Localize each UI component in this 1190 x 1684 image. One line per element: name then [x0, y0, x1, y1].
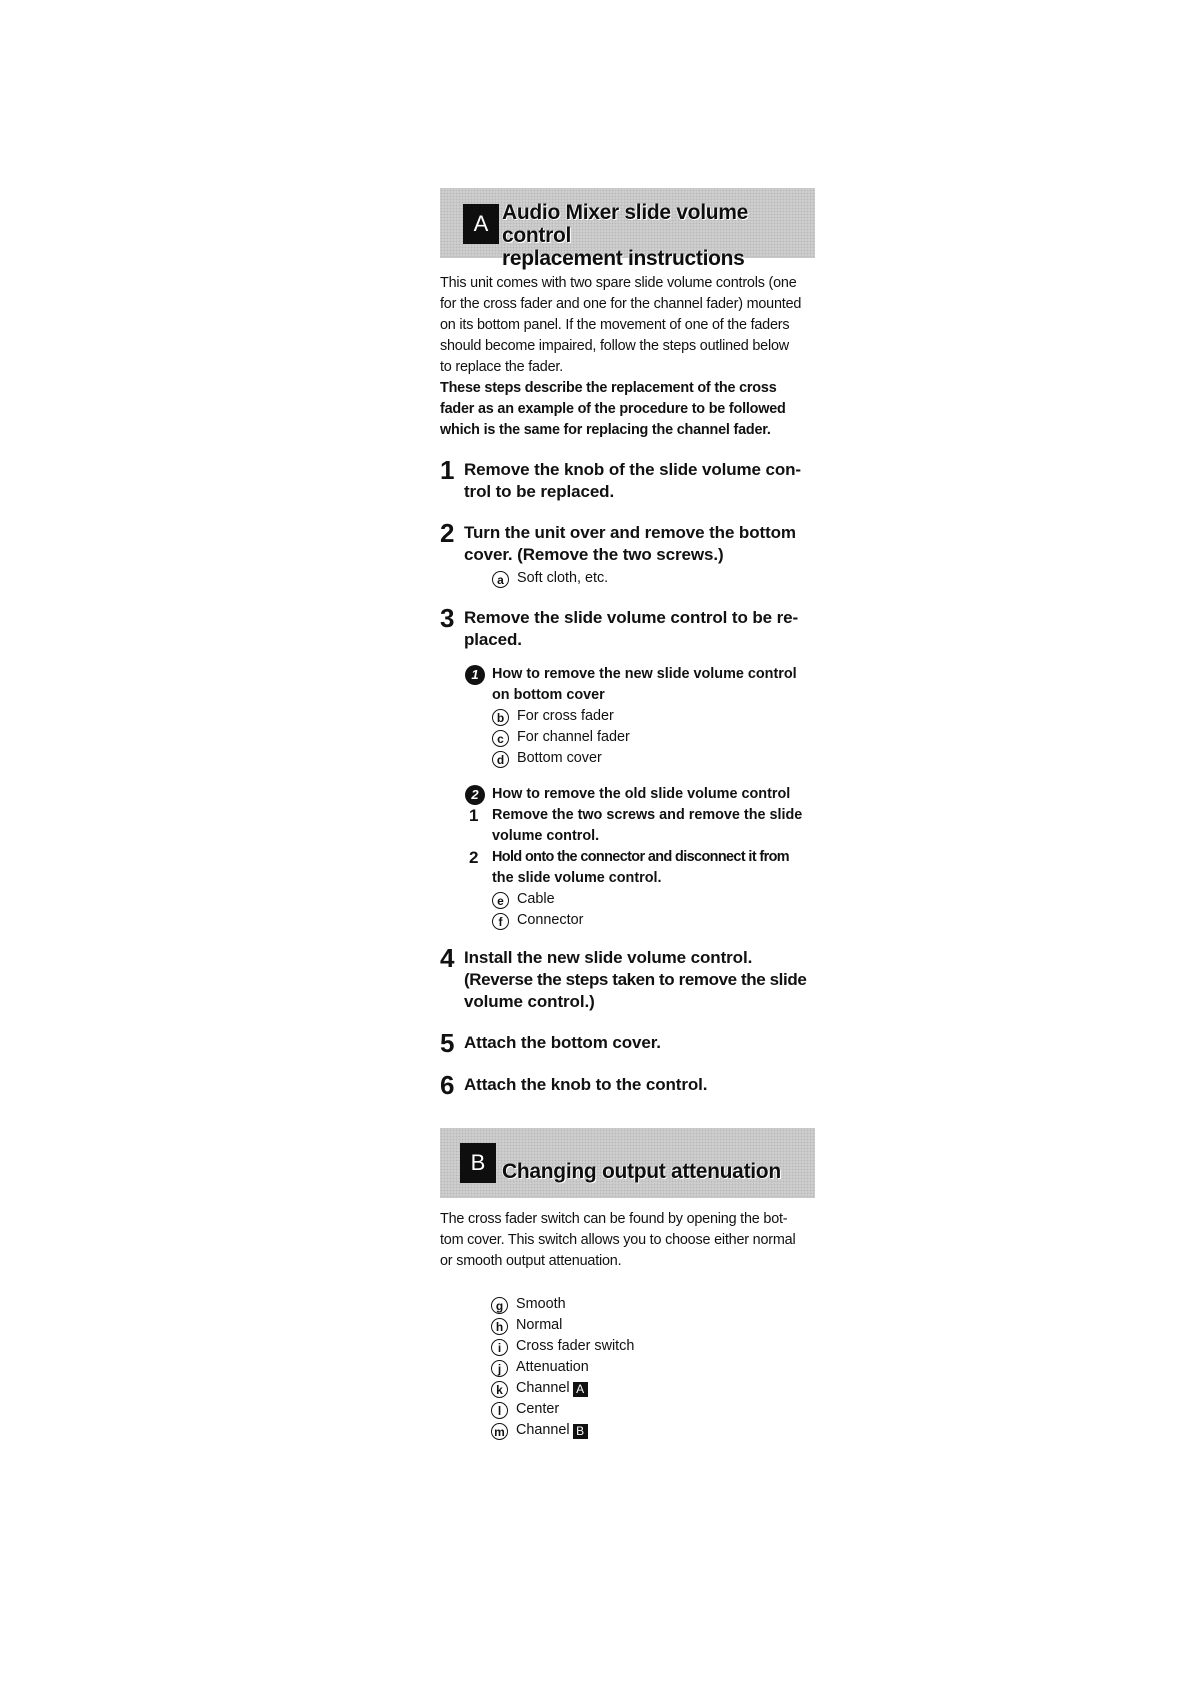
circled-letter-icon: e [492, 892, 509, 909]
section-b-title [502, 1160, 781, 1183]
subsection-title: How to remove the old slide volume control [492, 786, 791, 802]
section-a-badge: A [463, 204, 499, 244]
legend-text: For channel fader [517, 729, 630, 745]
subsection-title-line: How to remove the new slide volume control [492, 666, 797, 682]
circled-letter-icon: d [492, 751, 509, 768]
circled-letter-icon: i [491, 1339, 508, 1356]
intro-line: on its bottom panel. If the movement of one of the faders [440, 317, 790, 333]
legend-item [492, 910, 820, 931]
step-text [464, 607, 816, 651]
legend-text: For cross fader [517, 708, 614, 724]
section-a-header [440, 188, 815, 270]
circled-letter-icon: g [491, 1297, 508, 1314]
step-line: Remove the slide volume control to be re- [464, 608, 799, 627]
legend-item [492, 748, 820, 769]
substep-line: the slide volume control. [492, 870, 662, 886]
intro-line: should become impaired, follow the steps outlined below [440, 338, 789, 354]
step-text [464, 459, 816, 503]
circled-letter-icon: j [491, 1360, 508, 1377]
legend-text: Connector [517, 912, 584, 928]
step-number: 2 [440, 518, 455, 548]
step-text [464, 1074, 816, 1096]
step-number: 3 [440, 603, 455, 633]
intro-line: to replace the fader. [440, 359, 564, 375]
circled-letter-icon: a [492, 571, 509, 588]
channel-box-icon: A [573, 1382, 588, 1397]
subsection-2 [465, 784, 820, 931]
legend-item [492, 889, 820, 910]
intro-line: This unit comes with two spare slide volume controls (one [440, 275, 797, 291]
section-b-badge: B [460, 1143, 496, 1183]
legend-text: Normal [516, 1317, 563, 1333]
step-line: Attach the bottom cover. [464, 1033, 661, 1052]
legend-text: Cross fader switch [516, 1338, 635, 1354]
step-number: 4 [440, 943, 455, 973]
substep-line: Hold onto the connector and disconnect it from [492, 849, 789, 865]
step-text [464, 1032, 816, 1054]
circled-letter-icon: c [492, 730, 509, 747]
substep-line: volume control. [492, 828, 600, 844]
step-line: Attach the knob to the control. [464, 1075, 708, 1094]
filled-number-icon: 1 [465, 665, 485, 685]
circled-letter-icon: f [492, 913, 509, 930]
section-a-title-line: replacement instructions [502, 247, 745, 270]
circled-letter-icon: l [491, 1402, 508, 1419]
circled-letter-icon: b [492, 709, 509, 726]
step-number: 1 [440, 455, 455, 485]
legend-text: Bottom cover [517, 750, 602, 766]
legend-item [491, 1399, 634, 1420]
legend-item [492, 727, 820, 748]
step-text [464, 522, 816, 566]
section-a-title-line: Audio Mixer slide volume control [502, 201, 749, 247]
step-line: trol to be replaced. [464, 482, 615, 501]
step-line: Remove the knob of the slide volume con- [464, 460, 801, 479]
intro-bold-line: These steps describe the replacement of the cross [440, 380, 777, 396]
intro-line: or smooth output attenuation. [440, 1253, 622, 1269]
step-line: volume control.) [464, 992, 595, 1011]
channel-box-icon: B [573, 1424, 588, 1439]
step-line: placed. [464, 630, 522, 649]
section-b-title-line: Changing output attenuation [502, 1160, 781, 1183]
intro-line: for the cross fader and one for the channel fader) mounted [440, 296, 802, 312]
subsection-1 [465, 664, 820, 769]
legend-item [491, 1378, 634, 1399]
circled-letter-icon: m [491, 1423, 508, 1440]
legend-item [491, 1294, 634, 1315]
legend-item [492, 706, 820, 727]
step-text [464, 947, 816, 1013]
legend-text: Channel [516, 1422, 570, 1438]
step-line: Turn the unit over and remove the bottom [464, 523, 796, 542]
subsection-title-line: on bottom cover [492, 687, 605, 703]
step-number: 5 [440, 1028, 455, 1058]
section-b-header [440, 1128, 815, 1198]
legend-item [491, 1420, 634, 1441]
intro-line: The cross fader switch can be found by opening the bot- [440, 1211, 788, 1227]
legend-item [491, 1357, 634, 1378]
step-line: (Reverse the steps taken to remove the slide [464, 970, 807, 989]
step-line: cover. (Remove the two screws.) [464, 545, 724, 564]
intro-line: tom cover. This switch allows you to choose either normal [440, 1232, 796, 1248]
step-2-note [492, 568, 608, 589]
circled-letter-icon: k [491, 1381, 508, 1398]
section-b-intro [440, 1209, 818, 1272]
filled-number-icon: 2 [465, 785, 485, 805]
step-number: 6 [440, 1070, 455, 1100]
section-a-intro [440, 273, 818, 441]
legend-text: Cable [517, 891, 555, 907]
substep-line: Remove the two screws and remove the slide [492, 807, 803, 823]
substep-number: 2 [469, 848, 479, 867]
legend-item [491, 1336, 634, 1357]
legend-item [491, 1315, 634, 1336]
legend-text: Attenuation [516, 1359, 589, 1375]
intro-bold-line: fader as an example of the procedure to be followed [440, 401, 786, 417]
circled-letter-icon: h [491, 1318, 508, 1335]
section-b-legend [491, 1294, 634, 1441]
section-a-title [502, 201, 815, 270]
legend-text: Channel [516, 1380, 570, 1396]
note-text: Soft cloth, etc. [517, 570, 609, 586]
legend-text: Center [516, 1401, 560, 1417]
intro-bold-line: which is the same for replacing the channel fader. [440, 422, 771, 438]
step-line: Install the new slide volume control. [464, 948, 753, 967]
substep-number: 1 [469, 806, 479, 825]
legend-text: Smooth [516, 1296, 566, 1312]
